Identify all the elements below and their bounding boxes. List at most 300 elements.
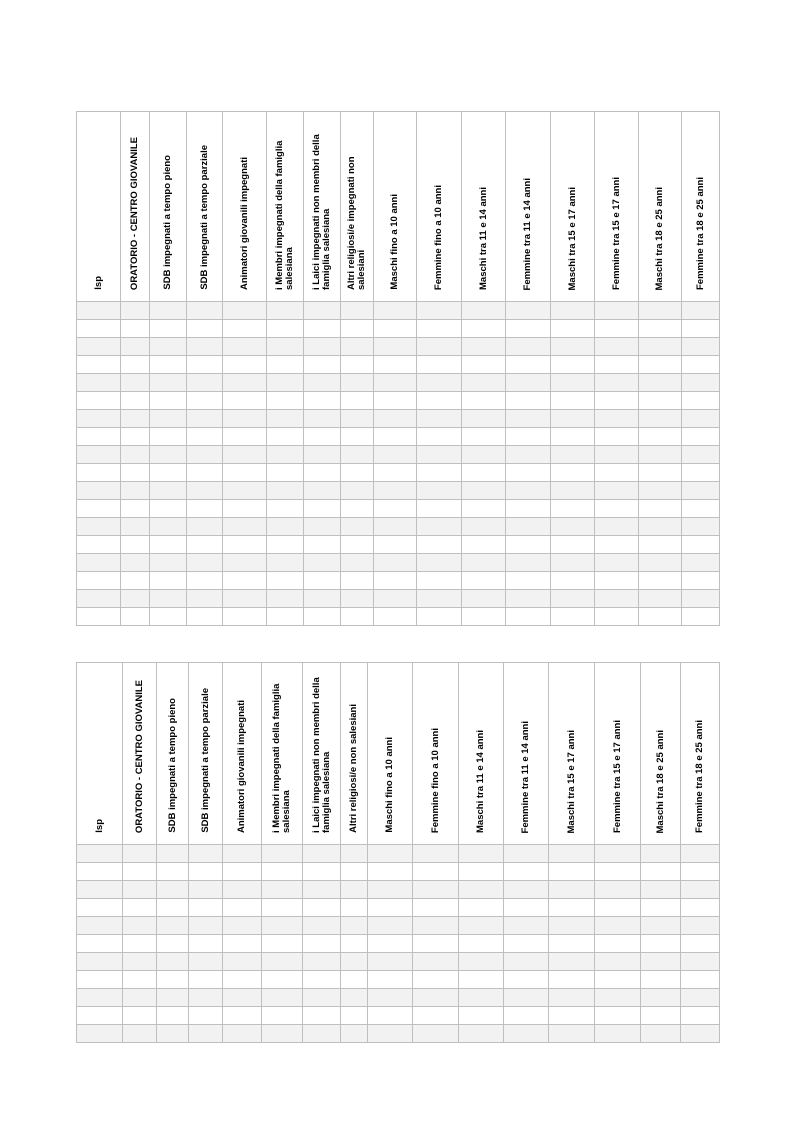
table-cell[interactable] [121, 500, 150, 518]
table-cell[interactable] [374, 482, 417, 500]
table-cell[interactable] [417, 554, 462, 572]
table-cell[interactable] [551, 356, 595, 374]
table-cell[interactable] [462, 338, 506, 356]
table-cell[interactable] [123, 845, 157, 863]
table-cell[interactable] [595, 971, 641, 989]
table-cell[interactable] [267, 356, 304, 374]
table-cell[interactable] [506, 410, 551, 428]
table-cell[interactable] [595, 935, 641, 953]
table-cell[interactable] [121, 446, 150, 464]
table-cell[interactable] [223, 1007, 262, 1025]
table-cell[interactable] [682, 392, 720, 410]
table-cell[interactable] [459, 881, 504, 899]
table-cell[interactable] [341, 338, 374, 356]
table-cell[interactable] [459, 899, 504, 917]
table-cell[interactable] [682, 608, 720, 626]
table-cell[interactable] [187, 608, 223, 626]
table-cell[interactable] [681, 1007, 720, 1025]
table-cell[interactable] [551, 374, 595, 392]
table-cell[interactable] [506, 590, 551, 608]
table-cell[interactable] [303, 863, 341, 881]
table-cell[interactable] [506, 428, 551, 446]
table-cell[interactable] [187, 536, 223, 554]
table-cell[interactable] [223, 590, 267, 608]
table-cell[interactable] [121, 554, 150, 572]
table-cell[interactable] [341, 881, 368, 899]
table-cell[interactable] [551, 302, 595, 320]
table-cell[interactable] [417, 536, 462, 554]
table-cell[interactable] [341, 590, 374, 608]
table-cell[interactable] [223, 320, 267, 338]
table-cell[interactable] [77, 374, 121, 392]
table-cell[interactable] [639, 572, 682, 590]
table-cell[interactable] [267, 482, 304, 500]
table-cell[interactable] [374, 374, 417, 392]
table-cell[interactable] [639, 356, 682, 374]
table-cell[interactable] [187, 392, 223, 410]
table-cell[interactable] [341, 899, 368, 917]
table-cell[interactable] [639, 464, 682, 482]
table-cell[interactable] [187, 446, 223, 464]
table-cell[interactable] [77, 845, 123, 863]
table-cell[interactable] [304, 446, 341, 464]
table-cell[interactable] [417, 410, 462, 428]
table-cell[interactable] [304, 590, 341, 608]
table-cell[interactable] [121, 410, 150, 428]
table-cell[interactable] [595, 1025, 641, 1043]
table-cell[interactable] [462, 302, 506, 320]
table-cell[interactable] [374, 446, 417, 464]
table-cell[interactable] [641, 899, 681, 917]
table-cell[interactable] [223, 608, 267, 626]
table-cell[interactable] [303, 1007, 341, 1025]
table-cell[interactable] [506, 536, 551, 554]
table-cell[interactable] [267, 608, 304, 626]
table-cell[interactable] [189, 989, 223, 1007]
table-cell[interactable] [682, 464, 720, 482]
table-cell[interactable] [267, 464, 304, 482]
table-cell[interactable] [303, 953, 341, 971]
table-cell[interactable] [417, 500, 462, 518]
table-cell[interactable] [157, 1007, 189, 1025]
table-cell[interactable] [374, 518, 417, 536]
table-cell[interactable] [682, 590, 720, 608]
table-cell[interactable] [462, 554, 506, 572]
table-cell[interactable] [551, 536, 595, 554]
table-cell[interactable] [639, 482, 682, 500]
table-cell[interactable] [121, 572, 150, 590]
table-cell[interactable] [639, 446, 682, 464]
table-cell[interactable] [506, 320, 551, 338]
table-cell[interactable] [639, 554, 682, 572]
table-cell[interactable] [549, 935, 595, 953]
table-cell[interactable] [413, 1025, 459, 1043]
table-cell[interactable] [77, 554, 121, 572]
table-cell[interactable] [551, 320, 595, 338]
table-cell[interactable] [77, 302, 121, 320]
table-cell[interactable] [341, 320, 374, 338]
table-cell[interactable] [459, 845, 504, 863]
table-cell[interactable] [121, 302, 150, 320]
table-cell[interactable] [462, 536, 506, 554]
table-cell[interactable] [413, 845, 459, 863]
table-cell[interactable] [641, 1007, 681, 1025]
table-cell[interactable] [417, 338, 462, 356]
table-cell[interactable] [189, 899, 223, 917]
table-cell[interactable] [506, 554, 551, 572]
table-cell[interactable] [681, 971, 720, 989]
table-cell[interactable] [641, 935, 681, 953]
table-cell[interactable] [374, 320, 417, 338]
table-cell[interactable] [462, 518, 506, 536]
table-cell[interactable] [123, 863, 157, 881]
table-cell[interactable] [459, 863, 504, 881]
table-cell[interactable] [223, 356, 267, 374]
table-cell[interactable] [417, 320, 462, 338]
table-cell[interactable] [157, 845, 189, 863]
table-cell[interactable] [374, 356, 417, 374]
table-cell[interactable] [595, 1007, 641, 1025]
table-cell[interactable] [223, 536, 267, 554]
table-cell[interactable] [374, 608, 417, 626]
table-cell[interactable] [504, 971, 549, 989]
table-cell[interactable] [150, 392, 187, 410]
table-cell[interactable] [504, 953, 549, 971]
table-cell[interactable] [681, 1025, 720, 1043]
table-cell[interactable] [157, 953, 189, 971]
table-cell[interactable] [304, 482, 341, 500]
table-cell[interactable] [595, 572, 639, 590]
table-cell[interactable] [551, 410, 595, 428]
table-cell[interactable] [682, 572, 720, 590]
table-cell[interactable] [504, 917, 549, 935]
table-cell[interactable] [641, 881, 681, 899]
table-cell[interactable] [223, 863, 262, 881]
table-cell[interactable] [267, 500, 304, 518]
table-cell[interactable] [150, 500, 187, 518]
table-cell[interactable] [551, 590, 595, 608]
table-cell[interactable] [157, 881, 189, 899]
table-cell[interactable] [682, 518, 720, 536]
table-cell[interactable] [187, 302, 223, 320]
table-cell[interactable] [150, 320, 187, 338]
table-cell[interactable] [506, 446, 551, 464]
table-cell[interactable] [413, 935, 459, 953]
table-cell[interactable] [595, 989, 641, 1007]
table-cell[interactable] [77, 1007, 123, 1025]
table-cell[interactable] [267, 320, 304, 338]
table-cell[interactable] [262, 899, 303, 917]
table-cell[interactable] [551, 464, 595, 482]
table-cell[interactable] [223, 989, 262, 1007]
table-cell[interactable] [189, 1007, 223, 1025]
table-cell[interactable] [374, 302, 417, 320]
table-cell[interactable] [262, 989, 303, 1007]
table-cell[interactable] [267, 518, 304, 536]
table-cell[interactable] [639, 608, 682, 626]
table-cell[interactable] [595, 845, 641, 863]
table-cell[interactable] [187, 572, 223, 590]
table-cell[interactable] [121, 320, 150, 338]
table-cell[interactable] [595, 590, 639, 608]
table-cell[interactable] [682, 338, 720, 356]
table-cell[interactable] [123, 989, 157, 1007]
table-cell[interactable] [595, 338, 639, 356]
table-cell[interactable] [223, 971, 262, 989]
table-cell[interactable] [150, 554, 187, 572]
table-cell[interactable] [304, 608, 341, 626]
table-cell[interactable] [189, 1025, 223, 1043]
table-cell[interactable] [549, 1025, 595, 1043]
table-cell[interactable] [506, 392, 551, 410]
table-cell[interactable] [77, 863, 123, 881]
table-cell[interactable] [551, 518, 595, 536]
table-cell[interactable] [551, 500, 595, 518]
table-cell[interactable] [417, 464, 462, 482]
table-cell[interactable] [304, 428, 341, 446]
table-cell[interactable] [341, 1025, 368, 1043]
table-cell[interactable] [262, 953, 303, 971]
table-cell[interactable] [595, 536, 639, 554]
table-cell[interactable] [462, 410, 506, 428]
table-cell[interactable] [639, 392, 682, 410]
table-cell[interactable] [459, 1007, 504, 1025]
table-cell[interactable] [150, 428, 187, 446]
table-cell[interactable] [639, 590, 682, 608]
table-cell[interactable] [374, 338, 417, 356]
table-cell[interactable] [341, 917, 368, 935]
table-cell[interactable] [549, 989, 595, 1007]
table-cell[interactable] [368, 989, 413, 1007]
table-cell[interactable] [641, 1025, 681, 1043]
table-cell[interactable] [595, 428, 639, 446]
table-cell[interactable] [413, 881, 459, 899]
table-cell[interactable] [223, 482, 267, 500]
table-cell[interactable] [77, 989, 123, 1007]
table-cell[interactable] [417, 482, 462, 500]
table-cell[interactable] [187, 410, 223, 428]
table-cell[interactable] [223, 446, 267, 464]
table-cell[interactable] [459, 971, 504, 989]
table-cell[interactable] [77, 482, 121, 500]
table-cell[interactable] [462, 464, 506, 482]
table-cell[interactable] [77, 881, 123, 899]
table-cell[interactable] [374, 410, 417, 428]
table-cell[interactable] [121, 338, 150, 356]
table-cell[interactable] [267, 374, 304, 392]
table-cell[interactable] [341, 464, 374, 482]
table-cell[interactable] [304, 554, 341, 572]
table-cell[interactable] [267, 392, 304, 410]
table-cell[interactable] [223, 500, 267, 518]
table-cell[interactable] [682, 428, 720, 446]
table-cell[interactable] [304, 356, 341, 374]
table-cell[interactable] [595, 917, 641, 935]
table-cell[interactable] [462, 392, 506, 410]
table-cell[interactable] [368, 953, 413, 971]
table-cell[interactable] [341, 971, 368, 989]
table-cell[interactable] [341, 410, 374, 428]
table-cell[interactable] [121, 590, 150, 608]
table-cell[interactable] [187, 356, 223, 374]
table-cell[interactable] [304, 410, 341, 428]
table-cell[interactable] [223, 428, 267, 446]
table-cell[interactable] [262, 881, 303, 899]
table-cell[interactable] [77, 1025, 123, 1043]
table-cell[interactable] [223, 899, 262, 917]
table-cell[interactable] [123, 917, 157, 935]
table-cell[interactable] [123, 881, 157, 899]
table-cell[interactable] [682, 536, 720, 554]
table-cell[interactable] [506, 500, 551, 518]
table-cell[interactable] [341, 446, 374, 464]
table-cell[interactable] [123, 1025, 157, 1043]
table-cell[interactable] [223, 1025, 262, 1043]
table-cell[interactable] [187, 428, 223, 446]
table-cell[interactable] [504, 989, 549, 1007]
table-cell[interactable] [595, 410, 639, 428]
table-cell[interactable] [121, 392, 150, 410]
table-cell[interactable] [77, 518, 121, 536]
table-cell[interactable] [157, 935, 189, 953]
table-cell[interactable] [189, 935, 223, 953]
table-cell[interactable] [77, 899, 123, 917]
table-cell[interactable] [150, 482, 187, 500]
table-cell[interactable] [77, 338, 121, 356]
table-cell[interactable] [506, 518, 551, 536]
table-cell[interactable] [341, 500, 374, 518]
table-cell[interactable] [223, 881, 262, 899]
table-cell[interactable] [374, 464, 417, 482]
table-cell[interactable] [413, 953, 459, 971]
table-cell[interactable] [413, 863, 459, 881]
table-cell[interactable] [123, 971, 157, 989]
table-cell[interactable] [187, 374, 223, 392]
table-cell[interactable] [595, 320, 639, 338]
table-cell[interactable] [267, 428, 304, 446]
table-cell[interactable] [223, 953, 262, 971]
table-cell[interactable] [223, 374, 267, 392]
table-cell[interactable] [304, 500, 341, 518]
table-cell[interactable] [681, 899, 720, 917]
table-cell[interactable] [506, 374, 551, 392]
table-cell[interactable] [267, 446, 304, 464]
table-cell[interactable] [223, 338, 267, 356]
table-cell[interactable] [189, 917, 223, 935]
table-cell[interactable] [223, 464, 267, 482]
table-cell[interactable] [462, 482, 506, 500]
table-cell[interactable] [641, 971, 681, 989]
table-cell[interactable] [77, 935, 123, 953]
table-cell[interactable] [368, 899, 413, 917]
table-cell[interactable] [549, 899, 595, 917]
table-cell[interactable] [121, 518, 150, 536]
table-cell[interactable] [368, 917, 413, 935]
table-cell[interactable] [681, 863, 720, 881]
table-cell[interactable] [504, 935, 549, 953]
table-cell[interactable] [123, 1007, 157, 1025]
table-cell[interactable] [303, 935, 341, 953]
table-cell[interactable] [551, 392, 595, 410]
table-cell[interactable] [417, 428, 462, 446]
table-cell[interactable] [304, 302, 341, 320]
table-cell[interactable] [641, 917, 681, 935]
table-cell[interactable] [413, 971, 459, 989]
table-cell[interactable] [462, 320, 506, 338]
table-cell[interactable] [262, 917, 303, 935]
table-cell[interactable] [189, 863, 223, 881]
table-cell[interactable] [551, 572, 595, 590]
table-cell[interactable] [506, 464, 551, 482]
table-cell[interactable] [262, 935, 303, 953]
table-cell[interactable] [504, 863, 549, 881]
table-cell[interactable] [417, 356, 462, 374]
table-cell[interactable] [595, 608, 639, 626]
table-cell[interactable] [304, 374, 341, 392]
table-cell[interactable] [368, 881, 413, 899]
table-cell[interactable] [304, 464, 341, 482]
table-cell[interactable] [417, 302, 462, 320]
table-cell[interactable] [639, 302, 682, 320]
table-cell[interactable] [413, 1007, 459, 1025]
table-cell[interactable] [595, 482, 639, 500]
table-cell[interactable] [682, 374, 720, 392]
table-cell[interactable] [341, 482, 374, 500]
table-cell[interactable] [506, 302, 551, 320]
table-cell[interactable] [341, 356, 374, 374]
table-cell[interactable] [150, 338, 187, 356]
table-cell[interactable] [462, 374, 506, 392]
table-cell[interactable] [639, 428, 682, 446]
table-cell[interactable] [341, 953, 368, 971]
table-cell[interactable] [150, 536, 187, 554]
table-cell[interactable] [549, 971, 595, 989]
table-cell[interactable] [506, 608, 551, 626]
table-cell[interactable] [77, 356, 121, 374]
table-cell[interactable] [551, 608, 595, 626]
table-cell[interactable] [77, 464, 121, 482]
table-cell[interactable] [374, 554, 417, 572]
table-cell[interactable] [681, 935, 720, 953]
table-cell[interactable] [223, 410, 267, 428]
table-cell[interactable] [267, 572, 304, 590]
table-cell[interactable] [368, 845, 413, 863]
table-cell[interactable] [267, 410, 304, 428]
table-cell[interactable] [374, 590, 417, 608]
table-cell[interactable] [121, 482, 150, 500]
table-cell[interactable] [150, 572, 187, 590]
table-cell[interactable] [157, 899, 189, 917]
table-cell[interactable] [123, 953, 157, 971]
table-cell[interactable] [681, 845, 720, 863]
table-cell[interactable] [417, 608, 462, 626]
table-cell[interactable] [150, 356, 187, 374]
table-cell[interactable] [682, 320, 720, 338]
table-cell[interactable] [506, 572, 551, 590]
table-cell[interactable] [551, 446, 595, 464]
table-cell[interactable] [506, 356, 551, 374]
table-cell[interactable] [417, 518, 462, 536]
table-cell[interactable] [374, 428, 417, 446]
table-cell[interactable] [641, 845, 681, 863]
table-cell[interactable] [549, 953, 595, 971]
table-cell[interactable] [504, 1007, 549, 1025]
table-cell[interactable] [121, 356, 150, 374]
table-cell[interactable] [459, 989, 504, 1007]
table-cell[interactable] [262, 863, 303, 881]
table-cell[interactable] [595, 302, 639, 320]
table-cell[interactable] [150, 374, 187, 392]
